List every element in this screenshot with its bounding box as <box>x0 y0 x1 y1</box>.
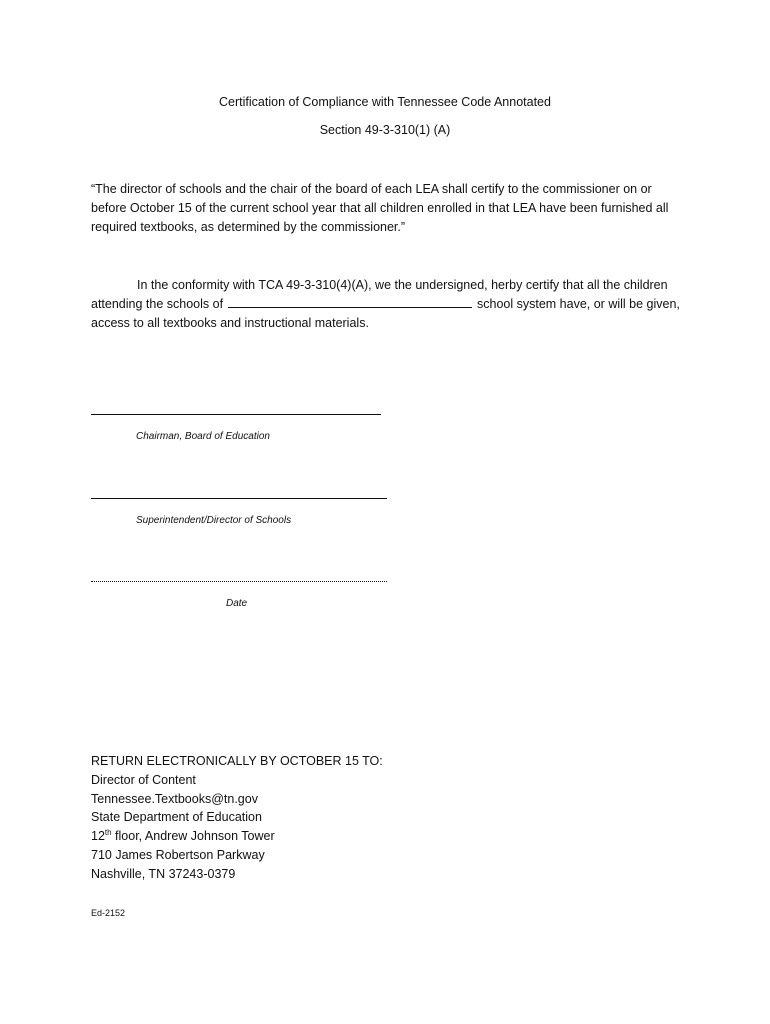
return-city: Nashville, TN 37243-0379 <box>91 866 236 881</box>
certification-text-part2: school system have, or will be given, access to all textbooks and instructional materials. <box>91 297 680 330</box>
certification-text-part1: In the conformity with TCA 49-3-310(4)(A), we the undersigned, herby certify that all the children attending the schools of <box>91 278 668 311</box>
form-number: Ed-2152 <box>91 908 126 918</box>
floor-building: floor, Andrew Johnson Tower <box>111 829 275 844</box>
document-title: Certification of Compliance with Tennessee Code Annotated <box>219 95 551 109</box>
floor-ordinal: th <box>104 828 112 838</box>
chairman-signature-label: Chairman, Board of Education <box>136 431 270 442</box>
return-street: 710 James Robertson Parkway <box>91 847 265 862</box>
return-email: Tennessee.Textbooks@tn.gov <box>91 791 258 806</box>
return-recipient: Director of Content <box>91 772 196 787</box>
certification-paragraph <box>91 276 681 333</box>
document-section: Section 49-3-310(1) (A) <box>319 123 451 137</box>
superintendent-signature-line[interactable] <box>91 498 387 499</box>
school-system-blank-field[interactable] <box>228 295 472 308</box>
return-address-block <box>91 752 383 884</box>
superintendent-signature-label: Superintendent/Director of Schools <box>136 515 292 526</box>
return-department: State Department of Education <box>91 810 262 825</box>
statute-quote: “The director of schools and the chair of the board of each LEA shall certify to the commissioner on or before October 15 of the current school year that all children enrolled in that LEA have been furnished all required textbooks, as determined by the commissioner.” <box>91 182 669 234</box>
date-signature-line[interactable] <box>91 581 387 582</box>
chairman-signature-line[interactable] <box>91 414 381 415</box>
return-floor <box>91 827 383 846</box>
floor-number: 12 <box>91 829 105 844</box>
return-heading: RETURN ELECTRONICALLY BY OCTOBER 15 TO: <box>91 754 383 768</box>
date-label: Date <box>226 598 248 609</box>
